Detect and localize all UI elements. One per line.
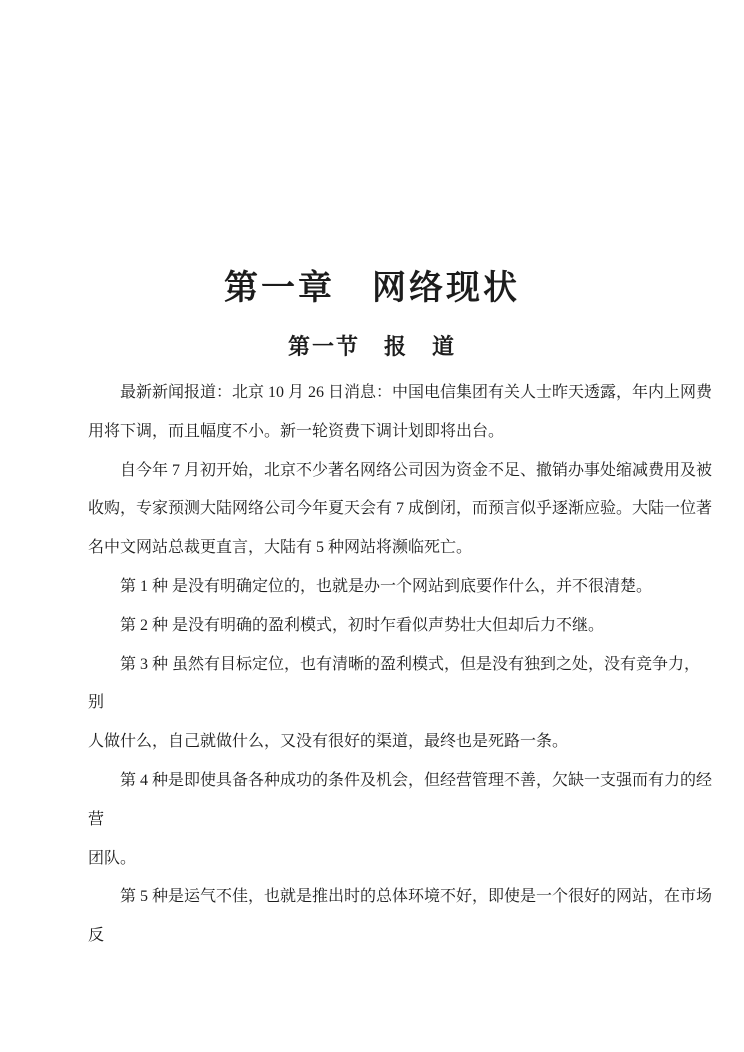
text-line: 收购，专家预测大陆网络公司今年夏天会有 7 成倒闭，而预言似乎逐渐应验。大陆一位著 <box>88 500 713 518</box>
text-line: 用将下调，而且幅度不小。新一轮资费下调计划即将出台。 <box>88 422 505 440</box>
text-line: 反 <box>88 927 105 945</box>
text-line: 第 1 种 是没有明确定位的，也就是办一个网站到底要作什么，并不很清楚。 <box>120 577 653 595</box>
chapter-title: 第一章 网络现状 <box>224 270 520 307</box>
text-line: 第 2 种 是没有明确的盈利模式，初时乍看似声势壮大但却后力不继。 <box>120 616 605 634</box>
text-line: 第 5 种是运气不佳，也就是推出时的总体环境不好，即使是一个很好的网站，在市场 <box>120 888 713 906</box>
text-line: 名中文网站总裁更直言，大陆有 5 种网站将濒临死亡。 <box>88 539 473 557</box>
text-line: 团队。 <box>88 849 137 867</box>
text-line: 第 4 种是即使具备各种成功的条件及机会，但经营管理不善，欠缺一支强而有力的经 <box>120 771 713 789</box>
text-line: 营 <box>88 810 105 828</box>
text-line: 别 <box>88 694 105 712</box>
body-text <box>88 374 713 956</box>
text-line: 自今年 7 月初开始，北京不少著名网络公司因为资金不足、撤销办事处缩减费用及被 <box>120 461 713 479</box>
section-title: 第一节 报 道 <box>287 334 456 359</box>
text-line: 人做什么，自己就做什么，又没有很好的渠道，最终也是死路一条。 <box>88 733 569 751</box>
text-line: 第 3 种 虽然有目标定位，也有清晰的盈利模式，但是没有独到之处，没有竞争力， <box>120 655 701 673</box>
text-line: 最新新闻报道：北京 10 月 26 日消息：中国电信集团有关人士昨天透露，年内上网费 <box>120 384 713 401</box>
